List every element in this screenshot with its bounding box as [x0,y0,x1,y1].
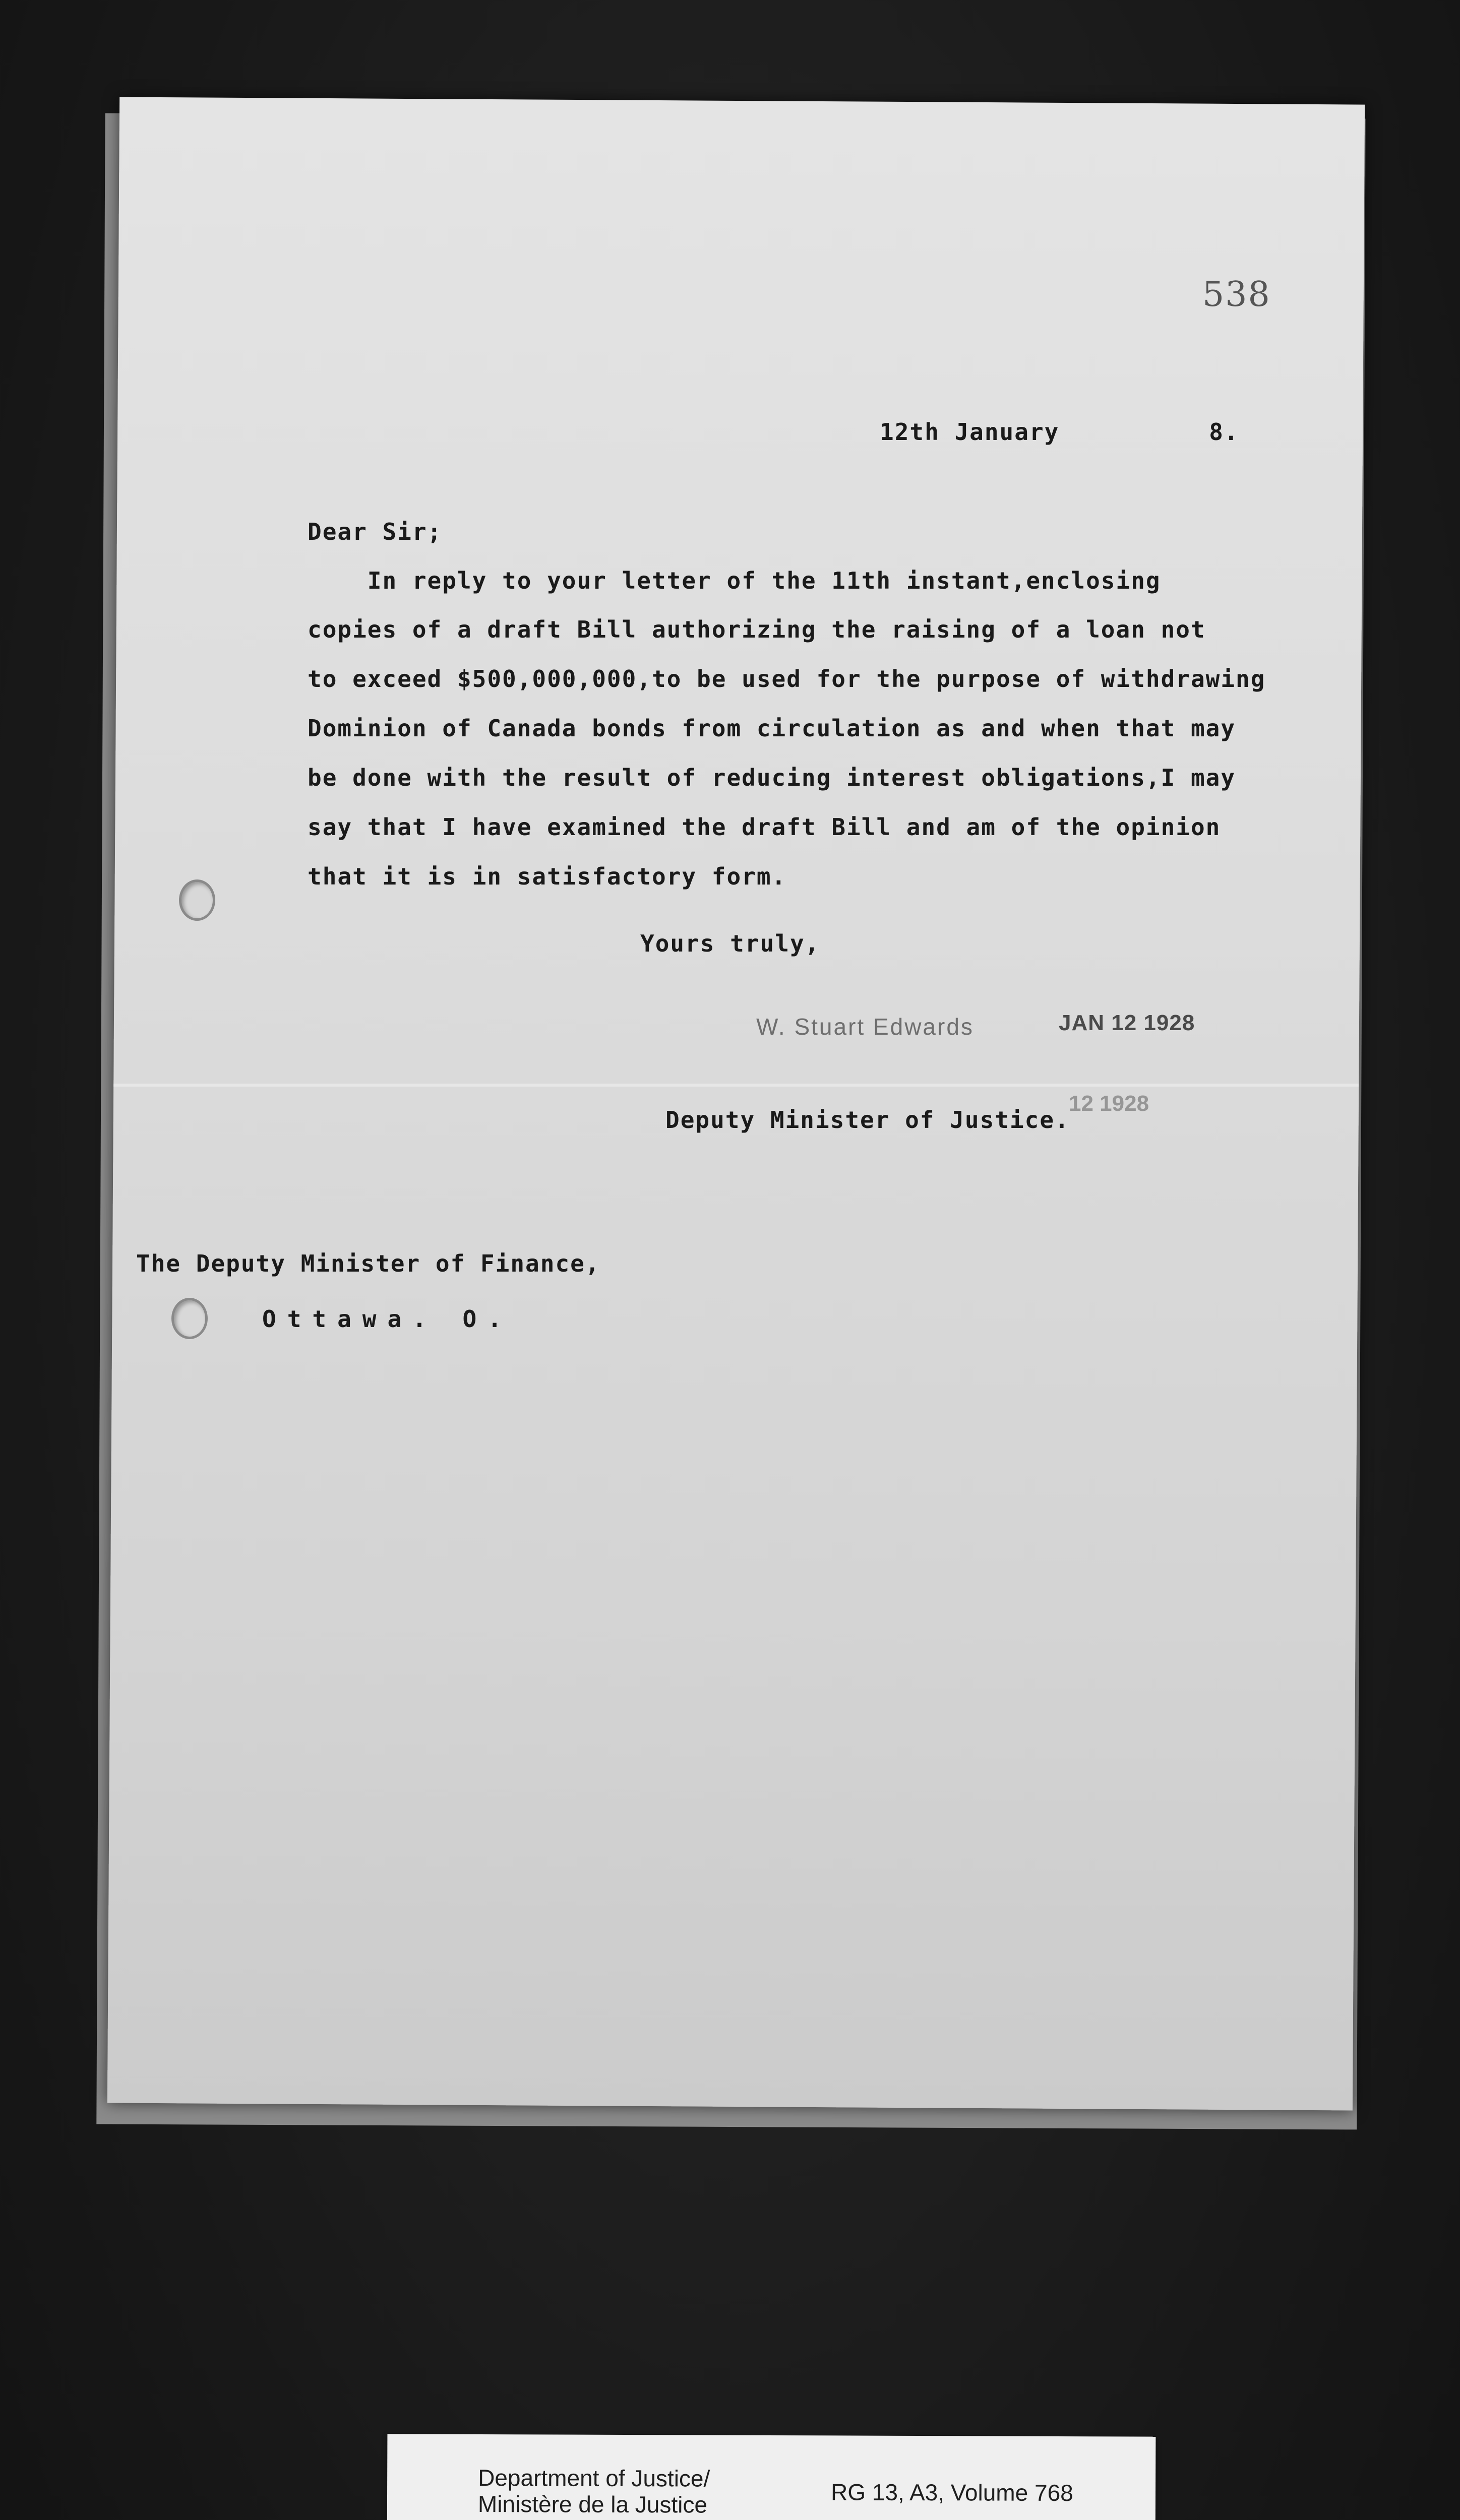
archive-reference-label [387,2434,1156,2520]
department-line-1: Department of Justice/ [478,2464,710,2492]
signer-title: Deputy Minister of Justice. [665,1106,1070,1133]
punch-hole-icon [179,879,215,921]
body-line: copies of a draft Bill authorizing the raising of a loan not [308,616,1206,643]
body-line: In reply to your letter of the 11th instant,enclosing [308,567,1161,594]
date-stamp: JAN 12 1928 [1059,1011,1195,1035]
addressee-title: The Deputy Minister of Finance, [136,1250,600,1277]
punch-hole-icon [171,1298,208,1339]
addressee-city: Ottawa. O. [262,1305,513,1333]
body-line: that it is in satisfactory form. [308,863,787,890]
letter-sheet [107,97,1365,2110]
folio-number: 538 [1202,275,1271,314]
signature: W. Stuart Edwards [756,1014,974,1040]
body-line: to exceed $500,000,000,to be used for the purpose of withdrawing [308,665,1266,692]
department-line-2: Ministère de la Justice [477,2490,708,2518]
sheet-fold-line [113,1084,1359,1087]
date-stamp-ghost: 12 1928 [1069,1091,1149,1116]
salutation: Dear Sir; [308,518,443,545]
record-group-reference: RG 13, A3, Volume 768 [830,2479,1073,2506]
letter-date: 12th January 8. [880,418,1239,446]
body-line: Dominion of Canada bonds from circulation as and when that may [308,715,1236,742]
closing: Yours truly, [640,930,820,957]
body-line: say that I have examined the draft Bill and am of the opinion [308,813,1221,841]
body-line: be done with the result of reducing interest obligations,I may [308,764,1236,791]
